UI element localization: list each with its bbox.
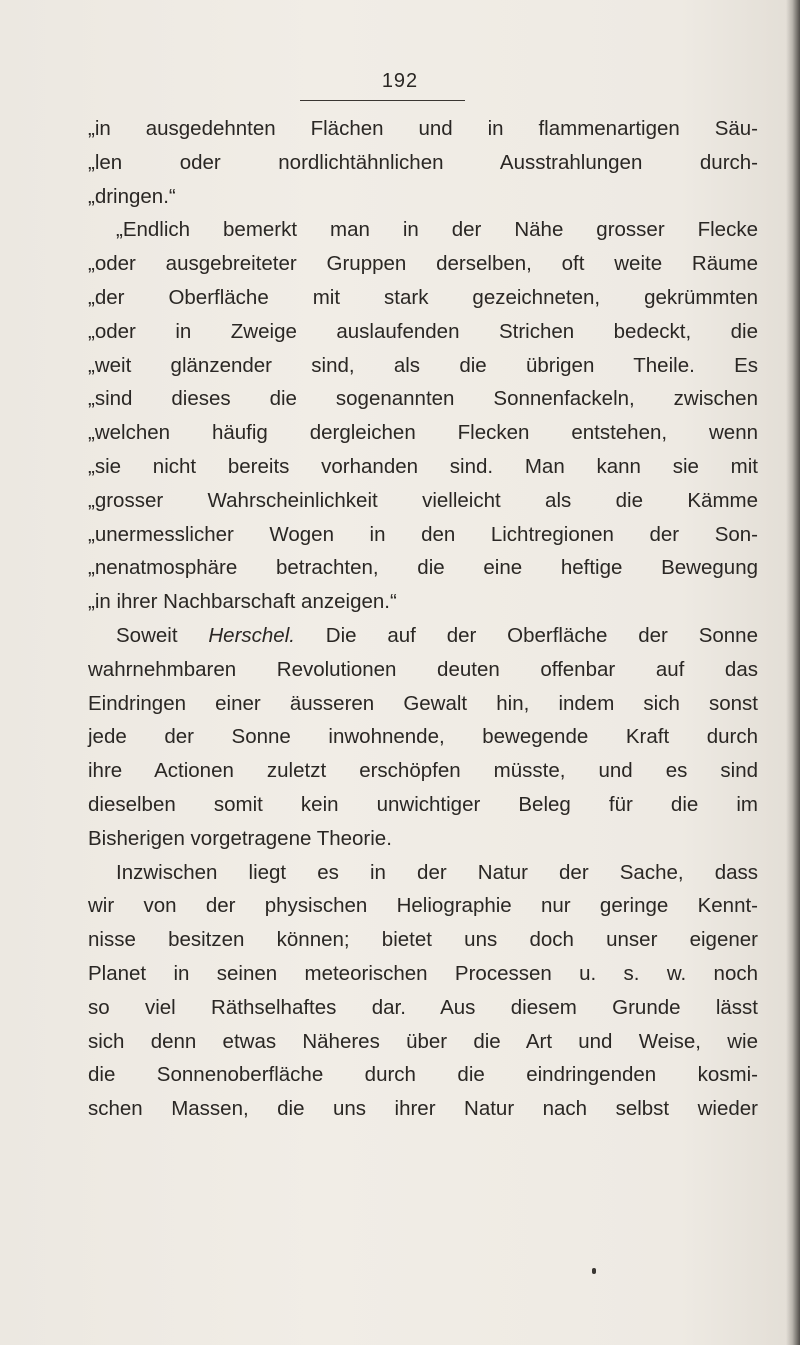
text-line: wahrnehmbaren Revolutionen deuten offenbar auf das xyxy=(88,657,758,681)
text-line: „grosser Wahrscheinlichkeit vielleicht als die Kämme xyxy=(88,488,758,512)
text-line: Bisherigen vorgetragene Theorie. xyxy=(88,826,392,850)
text-line: „welchen häufig dergleichen Flecken entstehen, wenn xyxy=(88,421,758,445)
page-edge-shadow xyxy=(786,0,800,1345)
page-number: 192 xyxy=(381,70,419,92)
text-line: Inzwischen liegt es in der Natur der Sache, dass xyxy=(116,860,758,884)
text-line: ihre Actionen zuletzt erschöpfen müsste, und es sind xyxy=(88,759,758,783)
text-line: „in ausgedehnten Flächen und in flammenartigen Säu- xyxy=(88,117,758,140)
text-line xyxy=(88,619,758,653)
text-run: Die auf der Oberfläche der Sonne xyxy=(294,623,758,647)
text-line: so viel Räthselhaftes dar. Aus diesem Grunde lässt xyxy=(88,995,758,1019)
text-line: „in ihrer Nachbarschaft anzeigen.“ xyxy=(88,590,397,614)
text-line: Planet in seinen meteorischen Processen u. s. w. noch xyxy=(88,961,758,985)
text-run: Soweit xyxy=(116,623,209,647)
text-line: jede der Sonne inwohnende, bewegende Kraft durch xyxy=(88,725,758,749)
text-line: nisse besitzen können; bietet uns doch unser eigener xyxy=(88,928,758,952)
body-text xyxy=(88,112,758,1126)
text-line: „nenatmosphäre betrachten, die eine heftige Bewegung xyxy=(88,556,758,580)
text-line: „der Oberfläche mit stark gezeichneten, gekrümmten xyxy=(88,285,758,309)
text-line: sich denn etwas Näheres über die Art und Weise, wie xyxy=(88,1029,758,1053)
header-rule xyxy=(300,100,465,101)
text-line: „sind dieses die sogenannten Sonnenfackeln, zwischen xyxy=(88,387,758,411)
text-line: „dringen.“ xyxy=(88,184,176,208)
text-line: „unermesslicher Wogen in den Lichtregionen der Son- xyxy=(88,522,758,546)
author-name: Herschel. xyxy=(208,623,295,647)
text-line: „Endlich bemerkt man in der Nähe grosser Flecke xyxy=(116,218,758,242)
text-line: wir von der physischen Heliographie nur geringe Kennt- xyxy=(88,894,758,918)
text-line: die Sonnenoberfläche durch die eindringenden kosmi- xyxy=(88,1063,758,1087)
text-line: „oder ausgebreiteter Gruppen derselben, oft weite Räume xyxy=(88,252,758,276)
text-line: „weit glänzender sind, als die übrigen Theile. Es xyxy=(88,353,758,377)
text-line: schen Massen, die uns ihrer Natur nach selbst wieder xyxy=(88,1097,758,1121)
text-line: Eindringen einer äusseren Gewalt hin, indem sich sonst xyxy=(88,691,758,715)
text-line: „len oder nordlichtähnlichen Ausstrahlungen durch- xyxy=(88,150,758,174)
text-line: „oder in Zweige auslaufenden Strichen bedeckt, die xyxy=(88,319,758,343)
text-line: dieselben somit kein unwichtiger Beleg für die im xyxy=(88,792,758,816)
text-line: „sie nicht bereits vorhanden sind. Man kann sie mit xyxy=(88,454,758,478)
ink-speck xyxy=(592,1268,596,1274)
